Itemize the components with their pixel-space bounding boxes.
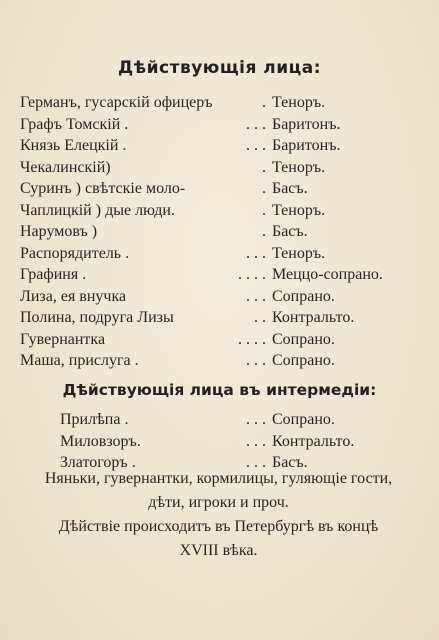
intermedia-name: Прилѣпа . [60,411,129,428]
cast-leader-dots: . . . . [238,266,266,283]
intermedia-leader-dots: . . . [246,411,266,428]
intermedia-voice: Басъ. [272,454,308,471]
intermedia-voice: Сопрано. [272,411,335,428]
cast-voice: Баритонъ. [272,115,341,133]
cast-name: Нарумовъ ) [20,223,98,240]
cast-heading: Дѣйствующія лица: [117,58,322,78]
cast-voice: Теноръ. [272,201,326,219]
cast-row [0,221,439,243]
setting-line-1: Дѣйствіе происходитъ въ Петербургѣ въ концѣ [58,518,379,535]
cast-leader-dots: . [262,158,266,176]
extras-line-2: дѣти, игроки и проч. [148,494,289,511]
cast-voice: Теноръ. [272,244,326,262]
intermedia-name: Златогоръ . [60,454,136,471]
cast-name: Графиня . [20,266,87,283]
intermedia-heading: Дѣйствующія лица въ интермедіи: [62,381,377,399]
cast-row [0,286,439,308]
cast-name: Распорядитель . [20,244,130,262]
cast-leader-dots: . [262,94,266,111]
cast-name: Гувернантка [20,330,106,348]
cast-voice: Сопрано. [272,352,335,369]
cast-voice: Меццо-сопрано. [272,266,383,283]
cast-row [0,243,439,265]
cast-name: Чаплицкій ) дые люди. [20,201,175,219]
cast-voice: Контральто. [272,309,355,326]
cast-leader-dots: . . . . [238,330,266,348]
cast-row [0,329,439,351]
cast-leader-dots: . . . [246,137,266,154]
extras-line-1: Няньки, гувернантки, кормилицы, гуляющіе гости, [44,470,393,487]
cast-voice: Басъ. [272,180,308,197]
cast-name: Чекалинскій) [20,158,111,176]
cast-row [0,92,439,114]
cast-voice: Басъ. [272,223,308,240]
intermedia-leader-dots: . . . [246,454,266,471]
cast-leader-dots: . . . [246,115,266,133]
cast-row [0,350,439,372]
cast-name: Маша, прислуга . [20,352,139,369]
intermedia-name: Миловзоръ. [60,432,141,450]
cast-leader-dots: . [262,201,266,219]
cast-row [0,307,439,329]
cast-leader-dots: . . . [246,352,266,369]
cast-row [0,135,439,157]
intermedia-leader-dots: . . . [246,432,266,450]
cast-voice: Теноръ. [272,94,326,111]
setting-line-2: XVIII вѣка. [179,542,258,559]
cast-leader-dots: . . . [246,287,266,305]
cast-voice: Теноръ. [272,158,326,176]
cast-row [0,178,439,200]
cast-leader-dots: . . [254,309,266,326]
intermedia-row [0,409,439,431]
cast-leader-dots: . . . [246,244,266,262]
cast-row [0,200,439,222]
intermedia-row [0,431,439,453]
cast-name: Лиза, ея внучка [20,287,127,305]
cast-name: Полина, подруга Лизы [20,309,174,326]
cast-voice: Сопрано. [272,330,335,348]
cast-name: Князь Елецкій . [20,137,127,154]
cast-leader-dots: . [262,223,266,240]
cast-name: Германъ, гусарскій офицеръ [20,94,213,111]
cast-name: Графъ Томскій . [20,115,129,133]
cast-row [0,264,439,286]
cast-row [0,157,439,179]
intermedia-voice: Контральто. [272,432,355,450]
cast-voice: Баритонъ. [272,137,341,154]
cast-voice: Сопрано. [272,287,335,305]
cast-name: Суринъ ) свѣтскіе моло- [20,180,186,197]
cast-row [0,114,439,136]
cast-leader-dots: . [262,180,266,197]
